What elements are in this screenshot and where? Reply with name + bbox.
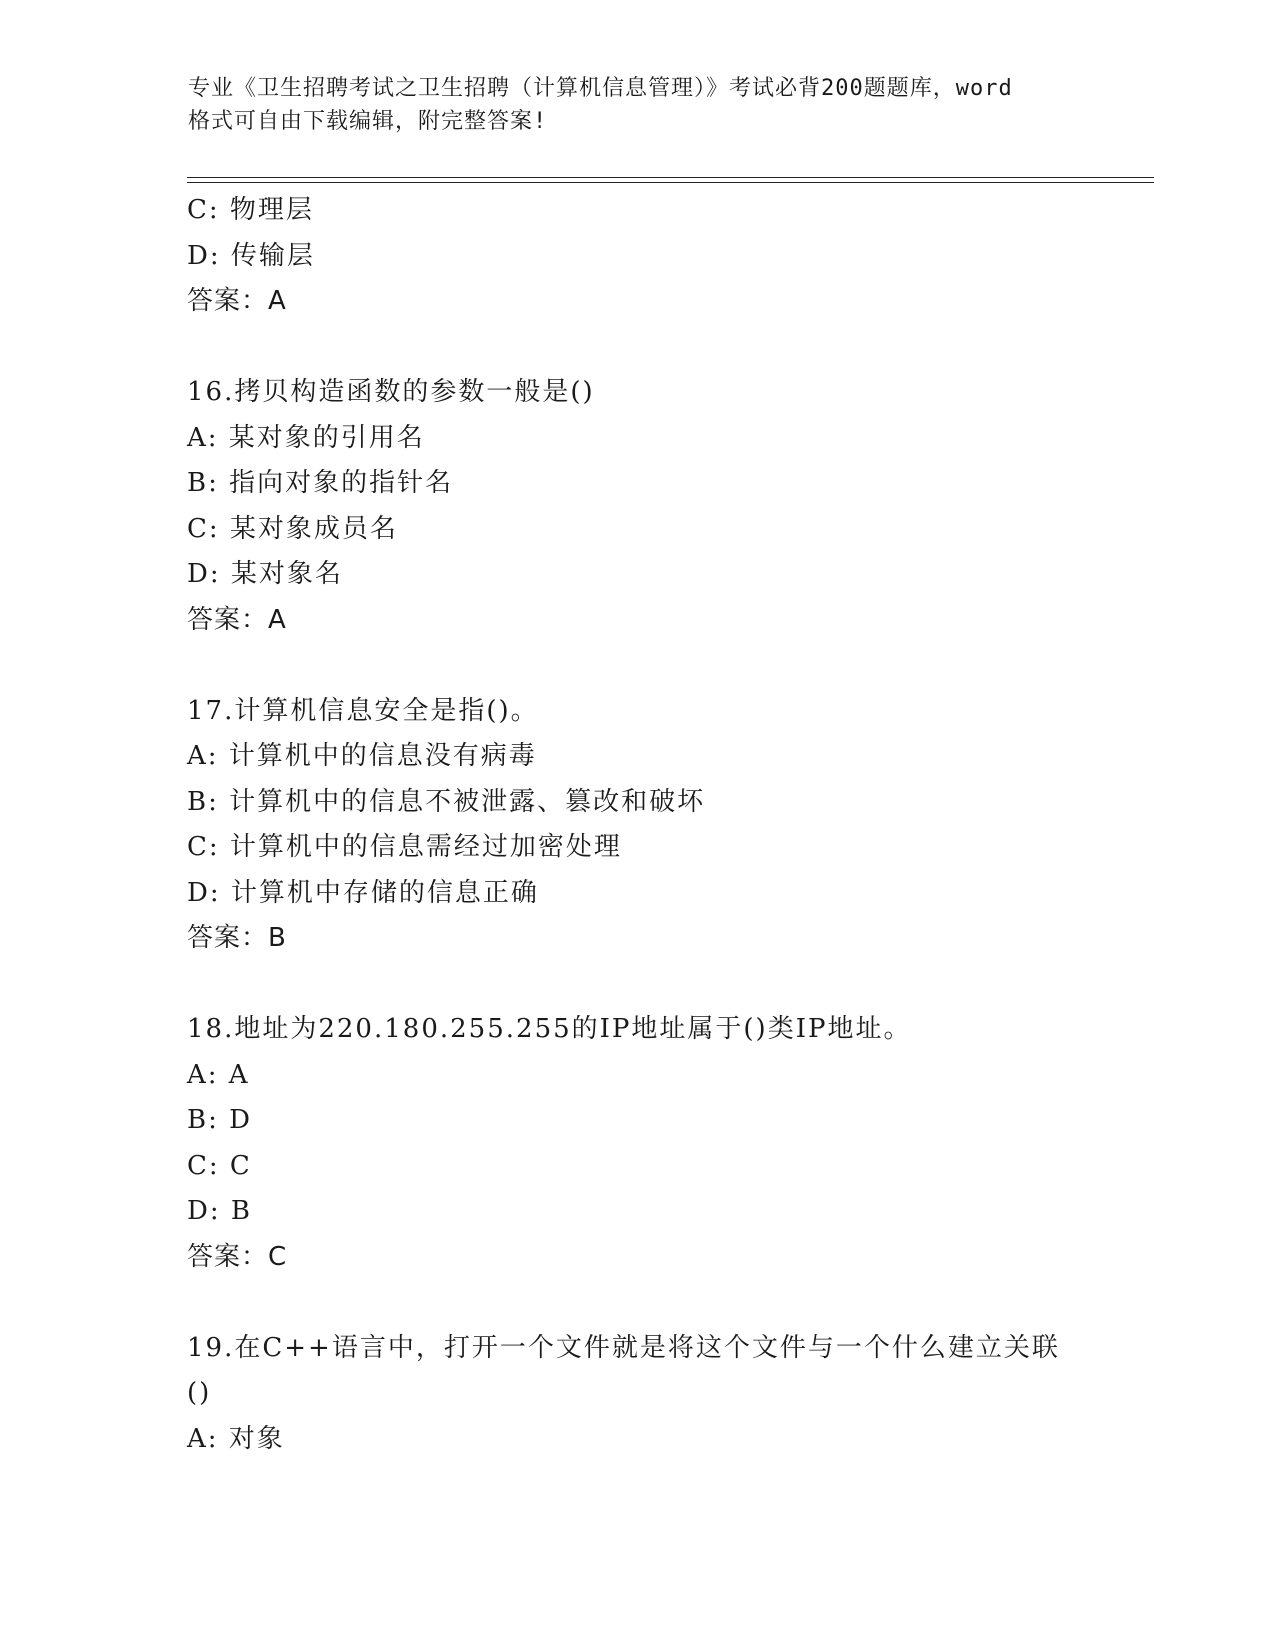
question-previous (187, 188, 1147, 325)
spacer (187, 325, 1147, 371)
question-19 (187, 1326, 1147, 1463)
question-16 (187, 370, 1147, 643)
header-line-2: 格式可自由下载编辑，附完整答案! (188, 109, 548, 134)
question-18 (187, 1007, 1147, 1280)
option-c: C: 物理层 (187, 195, 314, 225)
option-c: C: 某对象成员名 (187, 513, 398, 544)
question-stem: 18.地址为220.180.255.255的IP地址属于()类IP地址。 (187, 1014, 912, 1044)
option-c: C: C (187, 1150, 252, 1181)
answer-line: 答案：B (187, 923, 287, 953)
option-d: D: 计算机中存储的信息正确 (187, 877, 539, 908)
question-stem: 17.计算机信息安全是指()。 (187, 695, 539, 726)
spacer (187, 1280, 1147, 1326)
option-b: B: 计算机中的信息不被泄露、篡改和破坏 (187, 786, 706, 817)
answer-line: 答案：A (187, 604, 287, 635)
option-a: A: A (187, 1059, 250, 1090)
option-a: A: 计算机中的信息没有病毒 (187, 741, 537, 771)
option-a: A: 对象 (187, 1423, 285, 1454)
question-stem-line-1: 19.在C++语言中，打开一个文件就是将这个文件与一个什么建立关联 (187, 1332, 1060, 1363)
spacer (187, 962, 1147, 1008)
document-header (188, 72, 1088, 138)
option-d: D: B (187, 1196, 252, 1226)
header-line-1: 专业《卫生招聘考试之卫生招聘（计算机信息管理）》考试必背200题题库，word (188, 76, 1013, 101)
answer-line: 答案：C (187, 1241, 288, 1272)
header-divider-top (187, 177, 1154, 178)
header-divider-bottom (187, 182, 1154, 183)
question-list (187, 188, 1147, 1462)
question-stem-line-2: () (187, 1378, 212, 1408)
question-stem: 16.拷贝构造函数的参数一般是() (187, 377, 595, 407)
option-a: A: 某对象的引用名 (187, 422, 425, 453)
option-b: B: 指向对象的指针名 (187, 468, 454, 498)
question-17 (187, 689, 1147, 962)
answer-line: 答案：A (187, 286, 287, 316)
option-b: B: D (187, 1105, 252, 1135)
option-d: D: 某对象名 (187, 559, 343, 589)
spacer (187, 643, 1147, 689)
option-c: C: 计算机中的信息需经过加密处理 (187, 832, 622, 862)
option-d: D: 传输层 (187, 240, 315, 271)
